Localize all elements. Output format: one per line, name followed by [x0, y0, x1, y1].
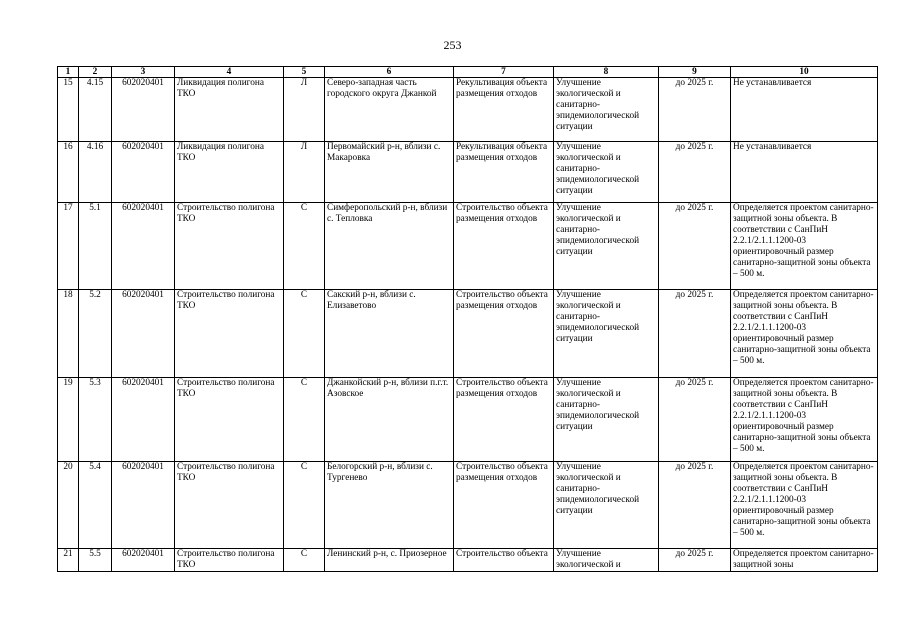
goal-cell: Строительство объекта размещения отходов — [454, 378, 554, 462]
column-header: 6 — [325, 67, 454, 78]
table-header-row — [58, 67, 878, 78]
item-code: 602020401 — [112, 290, 175, 378]
goal-cell: Строительство объекта размещения отходов — [454, 462, 554, 549]
type-cell: Л — [284, 142, 325, 203]
type-cell: С — [284, 378, 325, 462]
item-id: 5.5 — [79, 549, 112, 572]
row-number: 16 — [58, 142, 79, 203]
column-header: 1 — [58, 67, 79, 78]
measure-cell: Строительство полигона ТКО — [175, 462, 284, 549]
type-cell: С — [284, 462, 325, 549]
goal-cell: Строительство объекта размещения отходов — [454, 203, 554, 290]
zone-cell: Определяется проектом санитарно-защитной зоны объекта. В соответствии с СанПиН 2.2.1/2.1.1.1200-03 ориентировочный размер санитарно-защитной зоны объекта – 500 м. — [731, 290, 878, 378]
goal-cell: Строительство объекта размещения отходов — [454, 290, 554, 378]
zone-cell: Определяется проектом санитарно-защитной зоны объекта. В соответствии с СанПиН 2.2.1/2.1.1.1200-03 ориентировочный размер санитарно-защитной зоны объекта – 500 м. — [731, 203, 878, 290]
effect-cell: Улучшение экологической и санитарно-эпидемиологической ситуации — [554, 142, 659, 203]
row-number: 18 — [58, 290, 79, 378]
column-header: 10 — [731, 67, 878, 78]
item-code: 602020401 — [112, 142, 175, 203]
table-row — [58, 142, 878, 203]
row-number: 17 — [58, 203, 79, 290]
item-code: 602020401 — [112, 78, 175, 142]
column-header: 8 — [554, 67, 659, 78]
column-header: 3 — [112, 67, 175, 78]
zone-cell: Не устанавливается — [731, 78, 878, 142]
location-cell: Северо-западная часть городского округа Джанкой — [325, 78, 454, 142]
measure-cell: Строительство полигона ТКО — [175, 290, 284, 378]
effect-cell: Улучшение экологической и — [554, 549, 659, 572]
document-table — [57, 66, 878, 572]
location-cell: Симферопольский р-н, вблизи с. Тепловка — [325, 203, 454, 290]
type-cell: Л — [284, 78, 325, 142]
type-cell: С — [284, 203, 325, 290]
effect-cell: Улучшение экологической и санитарно-эпидемиологической ситуации — [554, 462, 659, 549]
type-cell: С — [284, 549, 325, 572]
table-row — [58, 549, 878, 572]
deadline-cell: до 2025 г. — [659, 462, 731, 549]
column-header: 2 — [79, 67, 112, 78]
measure-cell: Строительство полигона ТКО — [175, 203, 284, 290]
deadline-cell: до 2025 г. — [659, 378, 731, 462]
location-cell: Первомайский р-н, вблизи с. Макаровка — [325, 142, 454, 203]
measure-cell: Строительство полигона ТКО — [175, 378, 284, 462]
table-row — [58, 462, 878, 549]
location-cell: Джанкойский р-н, вблизи п.г.т. Азовское — [325, 378, 454, 462]
column-header: 5 — [284, 67, 325, 78]
table-row — [58, 290, 878, 378]
table-row — [58, 203, 878, 290]
row-number: 20 — [58, 462, 79, 549]
location-cell: Белогорский р-н, вблизи с. Тургенево — [325, 462, 454, 549]
column-header: 7 — [454, 67, 554, 78]
location-cell: Сакский р-н, вблизи с. Елизаветово — [325, 290, 454, 378]
item-code: 602020401 — [112, 203, 175, 290]
effect-cell: Улучшение экологической и санитарно-эпидемиологической ситуации — [554, 378, 659, 462]
table-row — [58, 378, 878, 462]
deadline-cell: до 2025 г. — [659, 290, 731, 378]
page-number: 253 — [443, 38, 462, 52]
item-id: 4.16 — [79, 142, 112, 203]
measure-cell: Ликвидация полигона ТКО — [175, 142, 284, 203]
deadline-cell: до 2025 г. — [659, 78, 731, 142]
item-code: 602020401 — [112, 378, 175, 462]
item-id: 5.1 — [79, 203, 112, 290]
item-id: 5.2 — [79, 290, 112, 378]
row-number: 21 — [58, 549, 79, 572]
deadline-cell: до 2025 г. — [659, 142, 731, 203]
item-id: 5.3 — [79, 378, 112, 462]
column-header: 4 — [175, 67, 284, 78]
zone-cell: Определяется проектом санитарно-защитной зоны — [731, 549, 878, 572]
row-number: 15 — [58, 78, 79, 142]
location-cell: Ленинский р-н, с. Приозерное — [325, 549, 454, 572]
column-header: 9 — [659, 67, 731, 78]
effect-cell: Улучшение экологической и санитарно-эпидемиологической ситуации — [554, 290, 659, 378]
row-number: 19 — [58, 378, 79, 462]
zone-cell: Не устанавливается — [731, 142, 878, 203]
goal-cell: Рекультивация объекта размещения отходов — [454, 78, 554, 142]
item-id: 5.4 — [79, 462, 112, 549]
effect-cell: Улучшение экологической и санитарно-эпидемиологической ситуации — [554, 203, 659, 290]
measure-cell: Ликвидация полигона ТКО — [175, 78, 284, 142]
item-id: 4.15 — [79, 78, 112, 142]
table-row — [58, 78, 878, 142]
effect-cell: Улучшение экологической и санитарно-эпидемиологической ситуации — [554, 78, 659, 142]
goal-cell: Рекультивация объекта размещения отходов — [454, 142, 554, 203]
item-code: 602020401 — [112, 462, 175, 549]
item-code: 602020401 — [112, 549, 175, 572]
type-cell: С — [284, 290, 325, 378]
zone-cell: Определяется проектом санитарно-защитной зоны объекта. В соответствии с СанПиН 2.2.1/2.1.1.1200-03 ориентировочный размер санитарно-защитной зоны объекта – 500 м. — [731, 462, 878, 549]
zone-cell: Определяется проектом санитарно-защитной зоны объекта. В соответствии с СанПиН 2.2.1/2.1.1.1200-03 ориентировочный размер санитарно-защитной зоны объекта – 500 м. — [731, 378, 878, 462]
measure-cell: Строительство полигона ТКО — [175, 549, 284, 572]
deadline-cell: до 2025 г. — [659, 549, 731, 572]
goal-cell: Строительство объекта — [454, 549, 554, 572]
deadline-cell: до 2025 г. — [659, 203, 731, 290]
